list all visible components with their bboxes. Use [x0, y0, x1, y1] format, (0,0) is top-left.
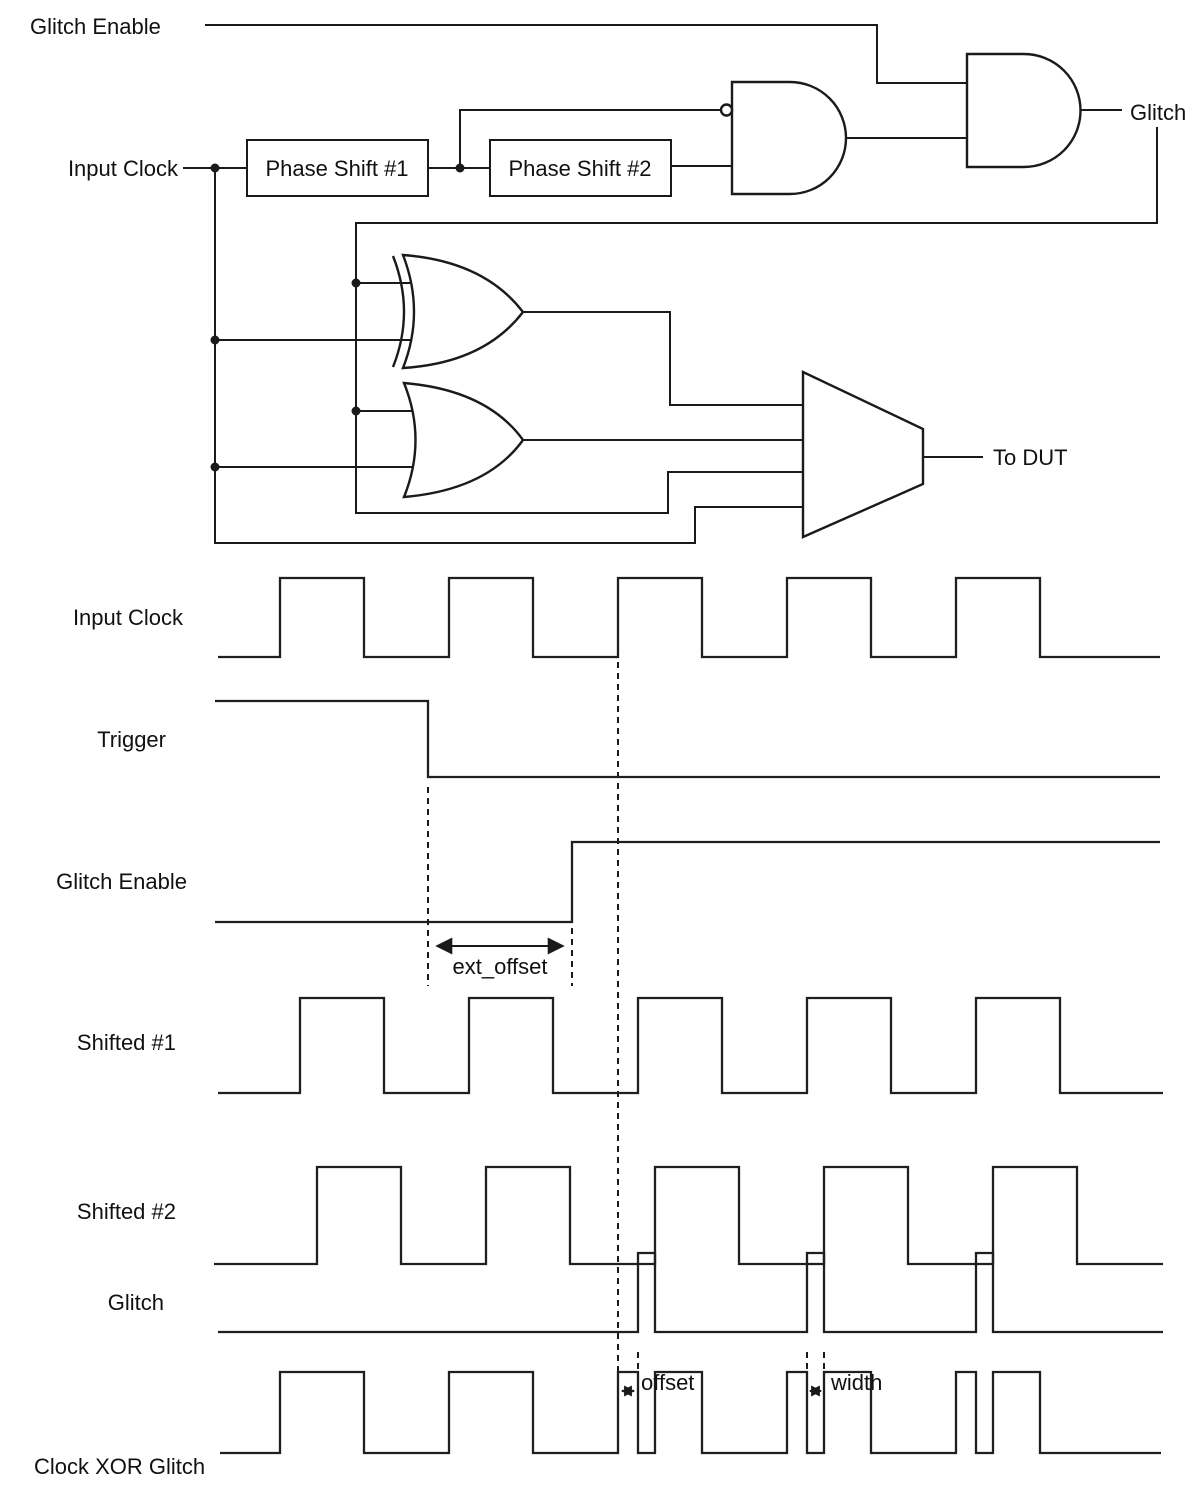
junction-dot — [352, 279, 361, 288]
signal-label-shifted-1: Shifted #1 — [76, 1030, 176, 1055]
signal-label-glitch: Glitch — [107, 1290, 164, 1315]
offset-label: offset — [641, 1370, 695, 1395]
width-label: width — [831, 1370, 883, 1395]
and1-invert-bubble-icon — [721, 105, 732, 116]
waveform-glitch-enable — [215, 842, 1160, 922]
schematic-glitch-enable-label: Glitch Enable — [30, 14, 161, 39]
junction-dot — [211, 336, 220, 345]
phase-shift-2-label: Phase Shift #2 — [508, 156, 652, 181]
phase-shift-1-label: Phase Shift #1 — [265, 156, 409, 181]
wire-input-clock-bus — [215, 168, 803, 543]
or-gate — [404, 383, 523, 497]
schematic-glitch-label: Glitch — [1130, 100, 1187, 125]
junction-dot — [352, 407, 361, 416]
and1-gate — [732, 82, 846, 194]
waveform-trigger — [215, 701, 1160, 777]
xor-gate-outer-curve — [393, 256, 404, 367]
waveform-input-clock — [218, 578, 1160, 657]
junction-dot — [456, 164, 465, 173]
junction-dot — [211, 164, 220, 173]
xor-gate — [403, 255, 523, 368]
signal-label-trigger: Trigger — [97, 727, 166, 752]
waveform-shifted-2 — [214, 1167, 1163, 1264]
and2-gate — [967, 54, 1081, 167]
waveform-shifted-1 — [218, 998, 1163, 1093]
wire-xor-output-to-mux — [523, 312, 803, 405]
schematic-to-dut-label: To DUT — [993, 445, 1068, 470]
signal-label-glitch-enable: Glitch Enable — [56, 869, 187, 894]
schematic-input-clock-label: Input Clock — [67, 156, 178, 181]
waveform-glitch — [218, 1253, 1163, 1332]
ext-offset-label: ext_offset — [452, 954, 548, 979]
wire-glitch-enable-to-and2 — [205, 25, 967, 83]
mux-gate — [803, 372, 923, 537]
signal-label-input-clock: Input Clock — [72, 605, 183, 630]
junction-dot — [211, 463, 220, 472]
signal-label-shifted-2: Shifted #2 — [76, 1199, 176, 1224]
signal-label-clock-xor-glitch: Clock XOR Glitch — [34, 1454, 206, 1479]
